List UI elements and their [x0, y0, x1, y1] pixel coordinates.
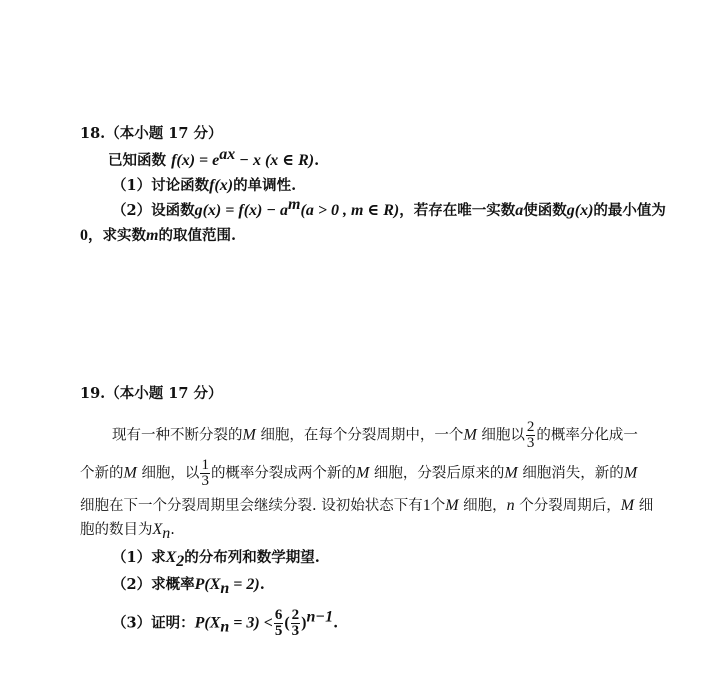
q19-part1 [112, 548, 320, 568]
fraction-one-third [200, 458, 210, 489]
q19-p2-label: （2）求概率 [112, 576, 195, 593]
q19-l2-text-a: 个新的 [80, 465, 124, 482]
fraction-two-thirds [526, 420, 536, 451]
q19-p2-sub: n [220, 579, 230, 597]
q19-line4 [80, 520, 175, 540]
q19-p3-paren-close: ) [301, 614, 307, 632]
q19-l3-text-a: 细胞在下一个分裂周期里会继续分裂. 设初始状态下有 [80, 498, 423, 514]
q19-l3-text-e: 细 [638, 498, 654, 514]
q18-given-end: . [314, 152, 320, 169]
q19-part2 [112, 575, 265, 595]
q18-part2-text3: 的最小值为 [593, 202, 666, 219]
q19-p2-end: . [259, 576, 265, 593]
q19-l2-text-c: 的概率分裂成两个新的 [210, 465, 356, 482]
q19-l4-end: . [170, 522, 175, 538]
q19-part3 [112, 608, 338, 639]
q19-p3-label: （3）证明： [112, 614, 195, 632]
q18-given-tail: − x (x ∈ R) [235, 152, 315, 169]
q19-l4-X: X [152, 521, 163, 538]
q19-l2-M2: M [355, 464, 370, 482]
q18-part2-label: （2）设函数 [112, 202, 195, 219]
q18-heading: 18.（本小题 17 分） [80, 125, 223, 142]
frac3-den: 5 [274, 623, 283, 639]
q18-zero: 0 [80, 227, 88, 244]
q18-cont-tail: 的取值范围. [158, 227, 237, 244]
q18-part2-text2: 使函数 [523, 202, 567, 219]
frac4-den: 3 [291, 623, 300, 639]
q19-l2-M4: M [623, 464, 638, 482]
q18-cont-m: m [146, 227, 159, 244]
q19-p1-sub: 2 [176, 552, 185, 570]
q19-l2-M1: M [123, 464, 137, 482]
frac2-num: 1 [201, 457, 209, 473]
frac1-num: 2 [526, 419, 535, 435]
q18-part1-label: （1）讨论函数 [112, 177, 210, 194]
q19-line3 [80, 496, 653, 516]
frac1-den: 3 [526, 435, 535, 451]
q19-l4-sub: n [162, 524, 171, 542]
q19-l4-text-a: 胞的数目为 [80, 522, 153, 538]
q19-line2 [80, 458, 637, 489]
fraction-two-thirds-power [291, 608, 301, 639]
q18-part1-tail: 的单调性. [233, 177, 297, 194]
q19-line1 [112, 420, 638, 451]
q19-p2-formula: P(X [194, 576, 221, 593]
q19-p3-end: . [333, 614, 339, 632]
q19-p2-tail: = 2) [229, 576, 260, 593]
q19-l1-text-a: 现有一种不断分裂的 [112, 427, 243, 444]
q18-given [108, 146, 320, 171]
q19-l1-M1: M [242, 426, 256, 444]
q19-p1-X: X [165, 549, 177, 566]
q18-part2 [112, 196, 666, 221]
q18-part2-cond: (a > 0 , m ∈ R) [300, 202, 400, 219]
q19-l2-text-b: 细胞，以 [141, 465, 200, 482]
q19-p3-formula: P(X [194, 614, 221, 632]
q19-p3-exp: n−1 [306, 608, 334, 626]
fraction-six-fifths [274, 608, 284, 639]
q19-l1-text-c: 细胞以 [481, 427, 525, 444]
q18-part2-cont [80, 226, 236, 246]
q19-l1-M2: M [463, 426, 477, 444]
frac2-den: 3 [201, 473, 209, 489]
q19-l1-text-b: 细胞，在每个分裂周期中，一个 [260, 427, 464, 444]
q18-part1 [112, 176, 296, 196]
q19-l2-text-d: 细胞，分裂后原来的 [373, 465, 505, 482]
q19-p3-mid: = 3) < [229, 614, 273, 632]
frac3-num: 6 [274, 607, 283, 623]
q19-l3-M2: M [620, 497, 635, 514]
q18-part1-fx: f(x) [209, 177, 234, 194]
q18-cont-text: ，求实数 [88, 227, 146, 244]
q19-p1-label: （1）求 [112, 549, 166, 566]
q19-l2-M3: M [504, 464, 518, 482]
q19-l3-one: 1 [422, 497, 431, 514]
q18-part2-exp: m [288, 196, 301, 214]
q19-p1-tail: 的分布列和数学期望. [184, 549, 320, 566]
q18-given-exp: ax [219, 146, 236, 164]
q19-l2-text-e: 细胞消失，新的 [522, 465, 624, 482]
q18-part2-a: a [515, 202, 524, 219]
q19-l1-text-d: 的概率分化成一 [536, 427, 638, 444]
q18-part2-gx: g(x) [566, 202, 594, 219]
q19-l3-text-b: 个 [430, 498, 446, 514]
q19-l3-text-c: 细胞， [463, 498, 507, 514]
q18-given-formula: f(x) = e [171, 152, 220, 169]
q18-part2-text1: ，若存在唯一实数 [399, 202, 516, 219]
q19-l3-M1: M [445, 497, 459, 514]
frac4-num: 2 [291, 607, 300, 623]
q19-l3-text-d: 个分裂周期后， [519, 498, 621, 514]
q18-part2-formula: g(x) = f(x) − a [194, 202, 289, 219]
q19-l3-n: n [506, 497, 515, 514]
q18-given-prefix: 已知函数 [108, 152, 166, 169]
q19-p3-paren-open: ( [284, 614, 290, 632]
q19-p3-sub: n [220, 618, 230, 636]
q19-heading: 19.（本小题 17 分） [80, 385, 223, 402]
